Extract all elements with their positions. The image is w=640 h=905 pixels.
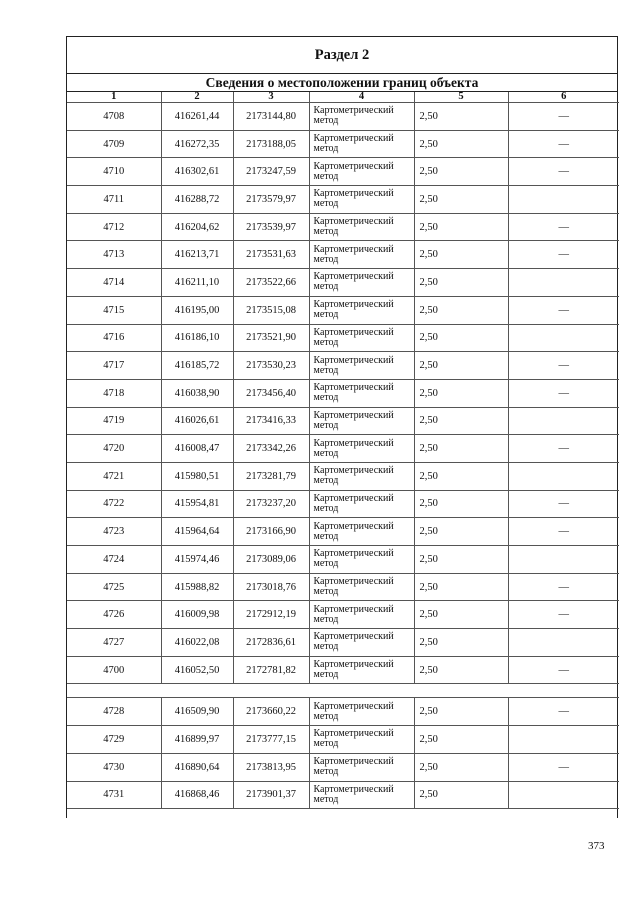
- table-row: [67, 158, 619, 186]
- y-coordinate-cell: 2173247,59: [233, 158, 309, 186]
- point-number-cell: 4717: [67, 352, 161, 380]
- y-coordinate-cell: 2173531,63: [233, 241, 309, 269]
- accuracy-cell: 2,50: [414, 103, 508, 131]
- x-coordinate-cell: 415974,46: [161, 546, 233, 574]
- x-coordinate-cell: 416022,08: [161, 629, 233, 657]
- accuracy-cell: 2,50: [414, 241, 508, 269]
- point-number-cell: 4712: [67, 213, 161, 241]
- method-cell: Картометрический метод: [309, 158, 414, 186]
- point-number-cell: 4708: [67, 103, 161, 131]
- point-number-cell: 4709: [67, 130, 161, 158]
- table-row: [67, 518, 619, 546]
- description-cell: [508, 462, 619, 490]
- accuracy-cell: 2,50: [414, 158, 508, 186]
- x-coordinate-cell: 416185,72: [161, 352, 233, 380]
- separator-row: [67, 684, 619, 698]
- header-cell-6: 6: [508, 92, 619, 103]
- description-cell: —: [508, 352, 619, 380]
- description-cell: —: [508, 435, 619, 463]
- description-cell: —: [508, 698, 619, 726]
- x-coordinate-cell: 416509,90: [161, 698, 233, 726]
- y-coordinate-cell: 2173522,66: [233, 269, 309, 297]
- x-coordinate-cell: 416009,98: [161, 601, 233, 629]
- point-number-cell: 4724: [67, 546, 161, 574]
- description-cell: [508, 629, 619, 657]
- table-row: [67, 601, 619, 629]
- header-cell-3: 3: [233, 92, 309, 103]
- accuracy-cell: 2,50: [414, 753, 508, 781]
- x-coordinate-cell: 415988,82: [161, 573, 233, 601]
- point-number-cell: 4718: [67, 379, 161, 407]
- method-cell: Картометрический метод: [309, 186, 414, 214]
- method-cell: Картометрический метод: [309, 781, 414, 809]
- table-row: [67, 726, 619, 754]
- table-row: [67, 130, 619, 158]
- point-number-cell: 4719: [67, 407, 161, 435]
- point-number-cell: 4713: [67, 241, 161, 269]
- y-coordinate-cell: 2173777,15: [233, 726, 309, 754]
- subsection-title: Сведения о местоположении границ объекта: [67, 74, 617, 92]
- method-cell: Картометрический метод: [309, 324, 414, 352]
- y-coordinate-cell: 2173018,76: [233, 573, 309, 601]
- description-cell: [508, 407, 619, 435]
- table-row: [67, 781, 619, 809]
- x-coordinate-cell: 416302,61: [161, 158, 233, 186]
- y-coordinate-cell: 2173901,37: [233, 781, 309, 809]
- point-number-cell: 4716: [67, 324, 161, 352]
- table-row: [67, 296, 619, 324]
- method-cell: Картометрический метод: [309, 518, 414, 546]
- method-cell: Картометрический метод: [309, 379, 414, 407]
- accuracy-cell: 2,50: [414, 781, 508, 809]
- point-number-cell: 4714: [67, 269, 161, 297]
- method-cell: Картометрический метод: [309, 103, 414, 131]
- x-coordinate-cell: 416261,44: [161, 103, 233, 131]
- point-number-cell: 4723: [67, 518, 161, 546]
- point-number-cell: 4720: [67, 435, 161, 463]
- y-coordinate-cell: 2172781,82: [233, 656, 309, 684]
- point-number-cell: 4727: [67, 629, 161, 657]
- y-coordinate-cell: 2173579,97: [233, 186, 309, 214]
- header-cell-4: 4: [309, 92, 414, 103]
- x-coordinate-cell: 416213,71: [161, 241, 233, 269]
- y-coordinate-cell: 2172836,61: [233, 629, 309, 657]
- y-coordinate-cell: 2173237,20: [233, 490, 309, 518]
- description-cell: —: [508, 601, 619, 629]
- point-number-cell: 4715: [67, 296, 161, 324]
- x-coordinate-cell: 416204,62: [161, 213, 233, 241]
- method-cell: Картометрический метод: [309, 435, 414, 463]
- y-coordinate-cell: 2173660,22: [233, 698, 309, 726]
- method-cell: Картометрический метод: [309, 698, 414, 726]
- point-number-cell: 4731: [67, 781, 161, 809]
- description-cell: [508, 269, 619, 297]
- description-cell: —: [508, 296, 619, 324]
- description-cell: [508, 324, 619, 352]
- point-number-cell: 4710: [67, 158, 161, 186]
- x-coordinate-cell: 416868,46: [161, 781, 233, 809]
- x-coordinate-cell: 416195,00: [161, 296, 233, 324]
- description-cell: —: [508, 103, 619, 131]
- x-coordinate-cell: 415964,64: [161, 518, 233, 546]
- table-row: [67, 352, 619, 380]
- description-cell: —: [508, 379, 619, 407]
- y-coordinate-cell: 2173539,97: [233, 213, 309, 241]
- accuracy-cell: 2,50: [414, 490, 508, 518]
- table-row: [67, 186, 619, 214]
- y-coordinate-cell: 2173515,08: [233, 296, 309, 324]
- method-cell: Картометрический метод: [309, 241, 414, 269]
- y-coordinate-cell: 2173456,40: [233, 379, 309, 407]
- point-number-cell: 4730: [67, 753, 161, 781]
- method-cell: Картометрический метод: [309, 490, 414, 518]
- accuracy-cell: 2,50: [414, 726, 508, 754]
- point-number-cell: 4721: [67, 462, 161, 490]
- accuracy-cell: 2,50: [414, 352, 508, 380]
- table-row: [67, 753, 619, 781]
- description-cell: —: [508, 490, 619, 518]
- method-cell: Картометрический метод: [309, 269, 414, 297]
- accuracy-cell: 2,50: [414, 379, 508, 407]
- method-cell: Картометрический метод: [309, 629, 414, 657]
- method-cell: Картометрический метод: [309, 546, 414, 574]
- point-number-cell: 4728: [67, 698, 161, 726]
- table-row: [67, 103, 619, 131]
- accuracy-cell: 2,50: [414, 518, 508, 546]
- y-coordinate-cell: 2173144,80: [233, 103, 309, 131]
- header-cell-1: 1: [67, 92, 161, 103]
- header-cell-2: 2: [161, 92, 233, 103]
- point-number-cell: 4711: [67, 186, 161, 214]
- x-coordinate-cell: 416038,90: [161, 379, 233, 407]
- method-cell: Картометрический метод: [309, 601, 414, 629]
- x-coordinate-cell: 416008,47: [161, 435, 233, 463]
- accuracy-cell: 2,50: [414, 269, 508, 297]
- accuracy-cell: 2,50: [414, 407, 508, 435]
- method-cell: Картометрический метод: [309, 726, 414, 754]
- y-coordinate-cell: 2173342,26: [233, 435, 309, 463]
- accuracy-cell: 2,50: [414, 130, 508, 158]
- table-row: [67, 269, 619, 297]
- accuracy-cell: 2,50: [414, 462, 508, 490]
- point-number-cell: 4725: [67, 573, 161, 601]
- point-number-cell: 4700: [67, 656, 161, 684]
- table-row: [67, 241, 619, 269]
- y-coordinate-cell: 2173813,95: [233, 753, 309, 781]
- accuracy-cell: 2,50: [414, 296, 508, 324]
- x-coordinate-cell: 416211,10: [161, 269, 233, 297]
- accuracy-cell: 2,50: [414, 186, 508, 214]
- x-coordinate-cell: 416890,64: [161, 753, 233, 781]
- description-cell: —: [508, 213, 619, 241]
- method-cell: Картометрический метод: [309, 213, 414, 241]
- boundary-table: [67, 92, 619, 809]
- description-cell: —: [508, 573, 619, 601]
- accuracy-cell: 2,50: [414, 573, 508, 601]
- description-cell: —: [508, 130, 619, 158]
- y-coordinate-cell: 2173188,05: [233, 130, 309, 158]
- method-cell: Картометрический метод: [309, 407, 414, 435]
- description-cell: —: [508, 753, 619, 781]
- table-body: [67, 103, 619, 809]
- table-row: [67, 629, 619, 657]
- table-row: [67, 698, 619, 726]
- method-cell: Картометрический метод: [309, 462, 414, 490]
- y-coordinate-cell: 2173166,90: [233, 518, 309, 546]
- header-cell-5: 5: [414, 92, 508, 103]
- separator-cell: [67, 684, 619, 698]
- header-row: [67, 92, 619, 103]
- accuracy-cell: 2,50: [414, 601, 508, 629]
- y-coordinate-cell: 2172912,19: [233, 601, 309, 629]
- method-cell: Картометрический метод: [309, 130, 414, 158]
- method-cell: Картометрический метод: [309, 296, 414, 324]
- point-number-cell: 4722: [67, 490, 161, 518]
- method-cell: Картометрический метод: [309, 753, 414, 781]
- x-coordinate-cell: 416288,72: [161, 186, 233, 214]
- section-title: Раздел 2: [67, 37, 617, 74]
- accuracy-cell: 2,50: [414, 213, 508, 241]
- x-coordinate-cell: 416052,50: [161, 656, 233, 684]
- accuracy-cell: 2,50: [414, 435, 508, 463]
- table-row: [67, 324, 619, 352]
- table-row: [67, 490, 619, 518]
- method-cell: Картометрический метод: [309, 352, 414, 380]
- table-row: [67, 407, 619, 435]
- x-coordinate-cell: 415954,81: [161, 490, 233, 518]
- table-row: [67, 435, 619, 463]
- point-number-cell: 4726: [67, 601, 161, 629]
- table-row: [67, 379, 619, 407]
- table-row: [67, 462, 619, 490]
- description-cell: [508, 781, 619, 809]
- x-coordinate-cell: 415980,51: [161, 462, 233, 490]
- page-number: 373: [588, 840, 605, 852]
- description-cell: —: [508, 158, 619, 186]
- document-sheet: [66, 36, 618, 818]
- description-cell: —: [508, 518, 619, 546]
- table-row: [67, 573, 619, 601]
- description-cell: —: [508, 656, 619, 684]
- accuracy-cell: 2,50: [414, 546, 508, 574]
- y-coordinate-cell: 2173281,79: [233, 462, 309, 490]
- description-cell: [508, 186, 619, 214]
- table-row: [67, 656, 619, 684]
- x-coordinate-cell: 416186,10: [161, 324, 233, 352]
- x-coordinate-cell: 416026,61: [161, 407, 233, 435]
- x-coordinate-cell: 416899,97: [161, 726, 233, 754]
- accuracy-cell: 2,50: [414, 324, 508, 352]
- method-cell: Картометрический метод: [309, 656, 414, 684]
- description-cell: —: [508, 241, 619, 269]
- y-coordinate-cell: 2173089,06: [233, 546, 309, 574]
- x-coordinate-cell: 416272,35: [161, 130, 233, 158]
- y-coordinate-cell: 2173416,33: [233, 407, 309, 435]
- accuracy-cell: 2,50: [414, 629, 508, 657]
- description-cell: [508, 546, 619, 574]
- description-cell: [508, 726, 619, 754]
- table-row: [67, 213, 619, 241]
- table-row: [67, 546, 619, 574]
- y-coordinate-cell: 2173521,90: [233, 324, 309, 352]
- method-cell: Картометрический метод: [309, 573, 414, 601]
- point-number-cell: 4729: [67, 726, 161, 754]
- accuracy-cell: 2,50: [414, 698, 508, 726]
- y-coordinate-cell: 2173530,23: [233, 352, 309, 380]
- accuracy-cell: 2,50: [414, 656, 508, 684]
